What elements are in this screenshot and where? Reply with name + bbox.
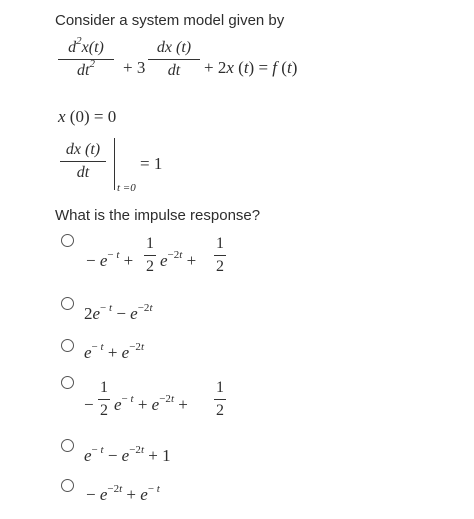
question-prompt: What is the impulse response?: [55, 207, 261, 224]
option-b-label: $2e^{- t} - e^{-2t}$: [84, 302, 153, 323]
first-derivative-fraction: dx (t) dt: [148, 40, 200, 79]
initial-condition-derivative: dx (t) dt: [60, 142, 106, 181]
option-a-label: − $e^{- t}$ + 1 2 $e^{-2t}$ + 1 2: [86, 235, 224, 275]
evaluation-point: t =0: [117, 182, 136, 194]
initial-condition-eq: = 1: [140, 154, 163, 173]
frac1-denominator: $dt^2$: [77, 58, 95, 79]
option-d-radio[interactable]: [61, 376, 74, 389]
evaluation-bar: [114, 138, 115, 190]
frac1-numerator: $d^2x(t)$: [68, 35, 104, 56]
option-b-radio[interactable]: [61, 297, 74, 310]
option-f-radio[interactable]: [61, 479, 74, 492]
option-c-radio[interactable]: [61, 339, 74, 352]
option-d-label: − 1 2 $e^{- t} + e^{-2t}$ + 1 2: [84, 379, 224, 419]
plus-three: + 3: [123, 58, 146, 77]
option-e-radio[interactable]: [61, 439, 74, 452]
option-e-label: $e^{- t} - e^{-2t} + 1$: [84, 444, 171, 465]
option-c-label: $e^{- t} + e^{-2t}$: [84, 341, 144, 362]
ode-rhs: + 2x (t) = f (t): [204, 58, 298, 77]
option-f-label: − $e^{-2t} + e^{- t}$: [86, 483, 160, 504]
question-intro: Consider a system model given by: [55, 12, 285, 29]
second-derivative-fraction: [58, 35, 114, 79]
option-a-radio[interactable]: [61, 234, 74, 247]
initial-condition-x: x (0) = 0: [58, 107, 117, 126]
